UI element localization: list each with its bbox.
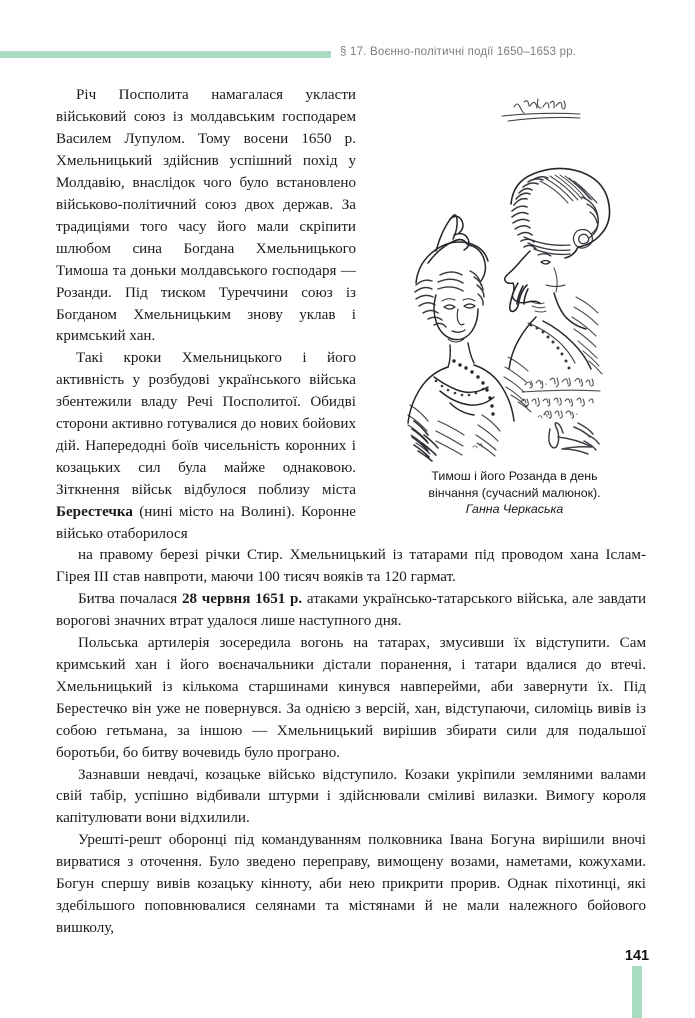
emphasis: Берестечка (56, 504, 133, 521)
header-accent-rule (0, 51, 331, 58)
paragraph: Такі кроки Хмельницького і його активність у розбудові українського війська збентежили владу Речі Посполитої. Обидві сторони активно готувалися до нових бойових дій. Напередодні боїв чисельність коронних і козацьких сил була майже однаковою. Зіткнення військ відбулося поблизу міста Берестечка (нині місто на Волині). Коронне військо отаборилося (56, 350, 356, 543)
running-head-title: § 17. Воєнно-політичні події 1650–1653 рр. (340, 46, 577, 58)
figure-caption (373, 468, 656, 518)
paragraph: Урешті-решт оборонці під командуванням полковника Івана Богуна вирішили вночі вирватися з оточення. Було зведено переправу, вимощену возами, наметами, кожухами. Богун спершу вивів козацьку кінноту, аби нею прикрити прорив. Однак піхотинці, які здебільшого поповнювалися селянами та містянами й не мали належного бойового вишколу, (56, 832, 646, 937)
illustration-ink-drawing (378, 85, 651, 463)
emphasis: 28 червня 1651 р. (181, 590, 303, 607)
body-text-block (56, 545, 646, 940)
paragraph: Зазнавши невдачі, козацьке військо відступило. Козаки укріпили земляними валами свій табір, успішно відбивали штурми і здійснювали смiливі вилазки. Вимогу короля капітулювати вони відхилили. (56, 766, 646, 827)
folio-accent-rule (632, 966, 642, 1018)
paragraph: Польська артилерія зосередила вогонь на татарах, змусивши їх відступити. Сам кримський хан і його воєначальники дістали поранення, і татари вдалися до втечі. Хмельницький із кількома старшинами кинувся навперейми, аби завернути їх. Під Берестечко він уже не повернувся. За однією з версій, хан, відступаючи, силоміць вивів із собою гетьмана, за іншою — Хмельницький вирішив збирати сили для подальшої боротьби, бо битву вочевидь було програно. (56, 634, 646, 761)
left-text-column (56, 85, 356, 546)
paragraph: Битва почалася 28 червня 1651 р. атаками українсько-татарського війська, але завдати ворогові значних втрат удалося лише наступного дня. (56, 590, 647, 629)
caption-line-2: вінчання (сучасний малюнок). (428, 485, 601, 500)
caption-author: Ганна Черкаська (465, 502, 564, 516)
paragraph: Річ Посполита намагалася укласти військовий союз із молдавським господарем Василем Лупулом. Тому восени 1650 р. Хмельницький здійснив успішний похід у Молдавію, внаслідок чого було встановлено військово-політичний союз двох держав. За традиціями того часу його мали скріпити шлюбом сина Богдана Хмельницького Тимоша та доньки молдавського господаря — Розанди. Під тиском Туреччини союз із Богданом Хмельницьким знову уклав і кримський хан. (56, 87, 356, 345)
page-number: 141 (624, 948, 650, 964)
caption-line-1: Тимош і його Розанда в день (431, 469, 598, 483)
paragraph: на правому березі річки Стир. Хмельницький із татарами під проводом хана Іслам-Гірея III став навпроти, маючи 100 тисяч вояків та 120 гармат. (56, 547, 646, 585)
